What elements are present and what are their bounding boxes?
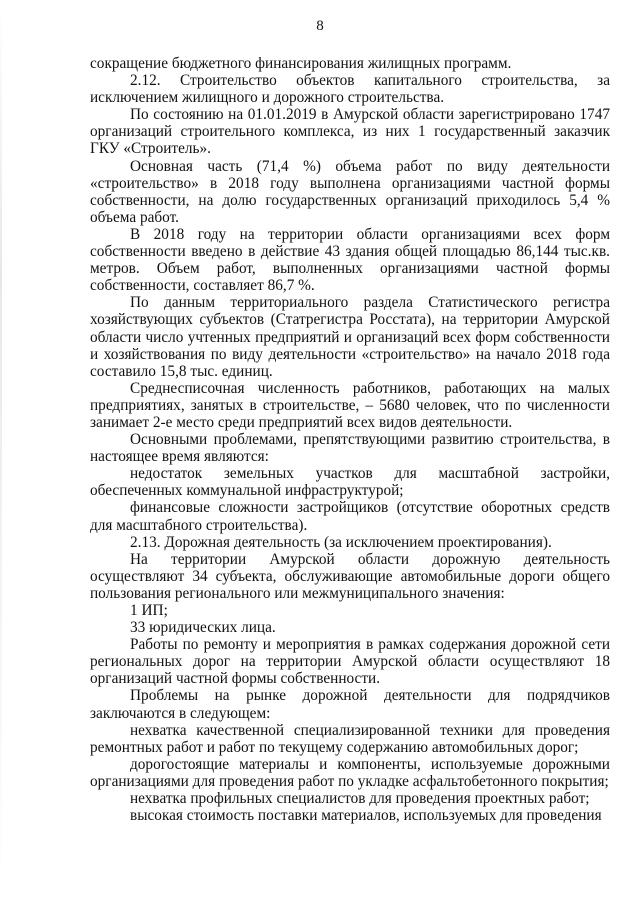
list-item: высокая стоимость поставки материалов, используемых для проведения — [130, 807, 602, 825]
page-number: 8 — [316, 18, 324, 34]
list-item: нехватка качественной специализированной техники для проведения ремонтных работ и работ по текущему содержанию автомобильных дорог; — [90, 721, 610, 756]
list-item: нехватка профильных специалистов для проведения проектных работ; — [130, 790, 590, 808]
paragraph: Среднесписочная численность работников, работающих на малых предприятиях, занятых в строительстве, – 5680 человек, что по численности занимает 2-е место среди предприятий всех видов деятельности. — [90, 379, 610, 431]
paragraph: Проблемы на рынке дорожной деятельности для подрядчиков заключаются в следующем: — [90, 687, 610, 722]
list-item: финансовые сложности застройщиков (отсутствие оборотных средств для масштабного строительства). — [90, 499, 610, 534]
section-heading: 2.13. Дорожная деятельность (за исключением проектирования). — [130, 533, 552, 551]
paragraph: В 2018 году на территории области организациями всех форм собственности введено в действие 43 здания общей площадью 86,144 тыс.кв. метров. Объем работ, выполненных организациями частной формы собственности, составляет 86,7 %. — [90, 225, 610, 295]
list-item: дорогостоящие материалы и компоненты, используемые дорожными организациями для проведения работ по укладке асфальтобетонного покрытия; — [90, 755, 610, 790]
scan-edge-shadow — [0, 0, 2, 905]
paragraph: сокращение бюджетного финансирования жилищных программ. — [90, 55, 512, 72]
list-item: 1 ИП; — [130, 602, 168, 619]
paragraph: На территории Амурской области дорожную деятельность осуществляют 34 субъекта, обслуживающие автомобильные дороги общего пользования регионального или межмуниципального значения: — [90, 550, 610, 602]
paragraph: Основная часть (71,4 %) объема работ по виду деятельности «строительство» в 2018 году выполнена организациями частной формы собственности, на долю государственных организаций приходилось 5,4 % объема работ. — [90, 157, 610, 226]
paragraph: Основными проблемами, препятствующими развитию строительства, в настоящее время являются: — [90, 431, 610, 466]
document-body — [90, 55, 610, 824]
paragraph: По состоянию на 01.01.2019 в Амурской области зарегистрировано 1747 организаций строительного комплекса, из них 1 государственный заказчик ГКУ «Строитель». — [90, 106, 610, 158]
paragraph: По данным территориального раздела Статистического регистра хозяйствующих субъектов (Статрегистра Росстата), на территории Амурской области число учтенных предприятий и организаций всех форм собственности и хозяйствования по виду деятельности «строительство» на начало 2018 года составило 15,8 тыс. единиц. — [90, 294, 610, 380]
paragraph: Работы по ремонту и мероприятия в рамках содержания дорожной сети региональных дорог на территории Амурской области осуществляют 18 организаций частной формы собственности. — [90, 636, 610, 688]
list-item: недостаток земельных участков для масштабной застройки, обеспеченных коммунальной инфраструктурой; — [90, 465, 610, 500]
list-item: 33 юридических лица. — [130, 619, 276, 637]
section-heading: 2.12. Строительство объектов капитального строительства, за исключением жилищного и дорожного строительства. — [90, 72, 610, 107]
